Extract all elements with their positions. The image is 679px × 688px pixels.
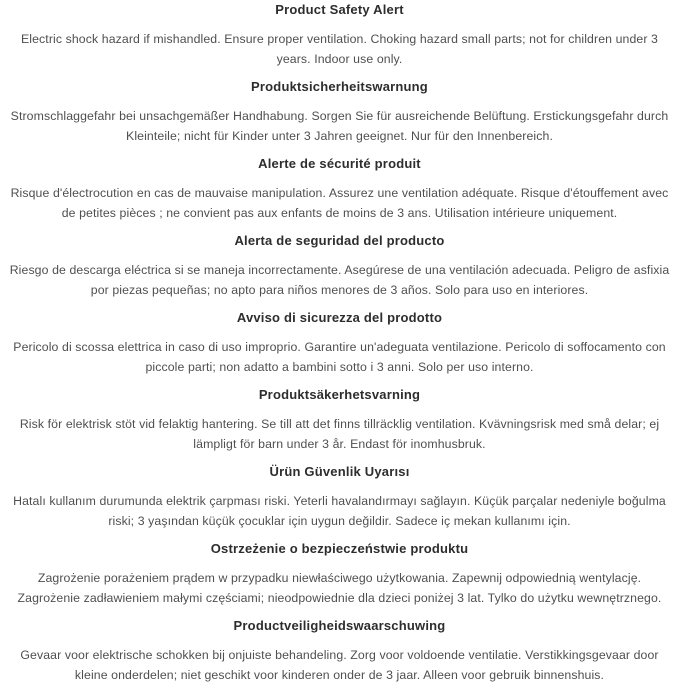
safety-alert-section-dutch (7, 616, 672, 685)
section-heading-french: Alerte de sécurité produit (258, 156, 421, 171)
section-body-turkish: Hatalı kullanım durumunda elektrik çarpması riski. Yeterli havalandırmayı sağlayın. Küçük parçalar nedeniyle boğulma riski; 3 yaşından küçük çocuklar için uygun değildir. Sadece iç mekan kullanımı için. (13, 494, 666, 528)
safety-alert-section-italian (7, 308, 672, 377)
section-body-dutch: Gevaar voor elektrische schokken bij onjuiste behandeling. Zorg voor voldoende ventilatie. Verstikkingsgevaar door kleine onderdelen; niet geschikt voor kinderen onder de 3 jaar. Alleen voor gebruik binnenshuis. (20, 648, 659, 682)
section-heading-english: Product Safety Alert (275, 2, 404, 17)
section-heading-swedish: Produktsäkerhetsvarning (258, 387, 421, 402)
safety-alert-section-french (7, 154, 672, 223)
section-body-italian: Pericolo di scossa elettrica in caso di uso improprio. Garantire un'adeguata ventilazione. Pericolo di soffocamento con piccole parti; non adatto a bambini sotto i 3 anni. Solo per uso interno. (13, 340, 666, 374)
section-body-swedish: Risk för elektrisk stöt vid felaktig hantering. Se till att det finns tillräcklig ventilation. Kvävningsrisk med små delar; ej lämpligt för barn under 3 år. Endast för inomhusbruk. (19, 417, 660, 451)
section-body-french: Risque d'électrocution en cas de mauvaise manipulation. Assurez une ventilation adéquate. Risque d'étouffement avec de petites pièces ; ne convient pas aux enfants de moins de 3 ans. Utilisation intérieure uniquement. (10, 186, 669, 220)
section-heading-polish: Ostrzeżenie o bezpieczeństwie produktu (210, 541, 469, 556)
section-body-english: Electric shock hazard if mishandled. Ensure proper ventilation. Choking hazard small parts; not for children under 3 years. Indoor use only. (20, 32, 658, 66)
safety-alert-section-turkish (7, 462, 672, 531)
section-body-spanish: Riesgo de descarga eléctrica si se maneja incorrectamente. Asegúrese de una ventilación adecuada. Peligro de asfixia por piezas pequeñas; no apto para niños menores de 3 años. Solo para uso en interiores. (9, 263, 670, 297)
section-body-polish: Zagrożenie porażeniem prądem w przypadku niewłaściwego użytkowania. Zapewnij odpowiednią wentylację. Zagrożenie zadławieniem małymi częściami; nieodpowiednie dla dzieci poniżej 3 lat. Tylko do użytku wewnętrznego. (17, 571, 662, 605)
safety-alert-section-german (7, 77, 672, 146)
safety-alert-section-swedish (7, 385, 672, 454)
safety-alert-section-english (7, 0, 672, 69)
section-body-german: Stromschlaggefahr bei unsachgemäßer Handhabung. Sorgen Sie für ausreichende Belüftung. Erstickungsgefahr durch Kleinteile; nicht für Kinder unter 3 Jahren geeignet. Nur für den Innenbereich. (10, 109, 669, 143)
section-heading-italian: Avviso di sicurezza del prodotto (236, 310, 443, 325)
section-heading-spanish: Alerta de seguridad del producto (234, 233, 445, 248)
section-heading-turkish: Ürün Güvenlik Uyarısı (269, 464, 410, 479)
section-heading-dutch: Productveiligheidswaarschuwing (233, 618, 446, 633)
safety-alert-section-polish (7, 539, 672, 608)
safety-alert-section-spanish (7, 231, 672, 300)
section-heading-german: Produktsicherheitswarnung (251, 79, 428, 94)
